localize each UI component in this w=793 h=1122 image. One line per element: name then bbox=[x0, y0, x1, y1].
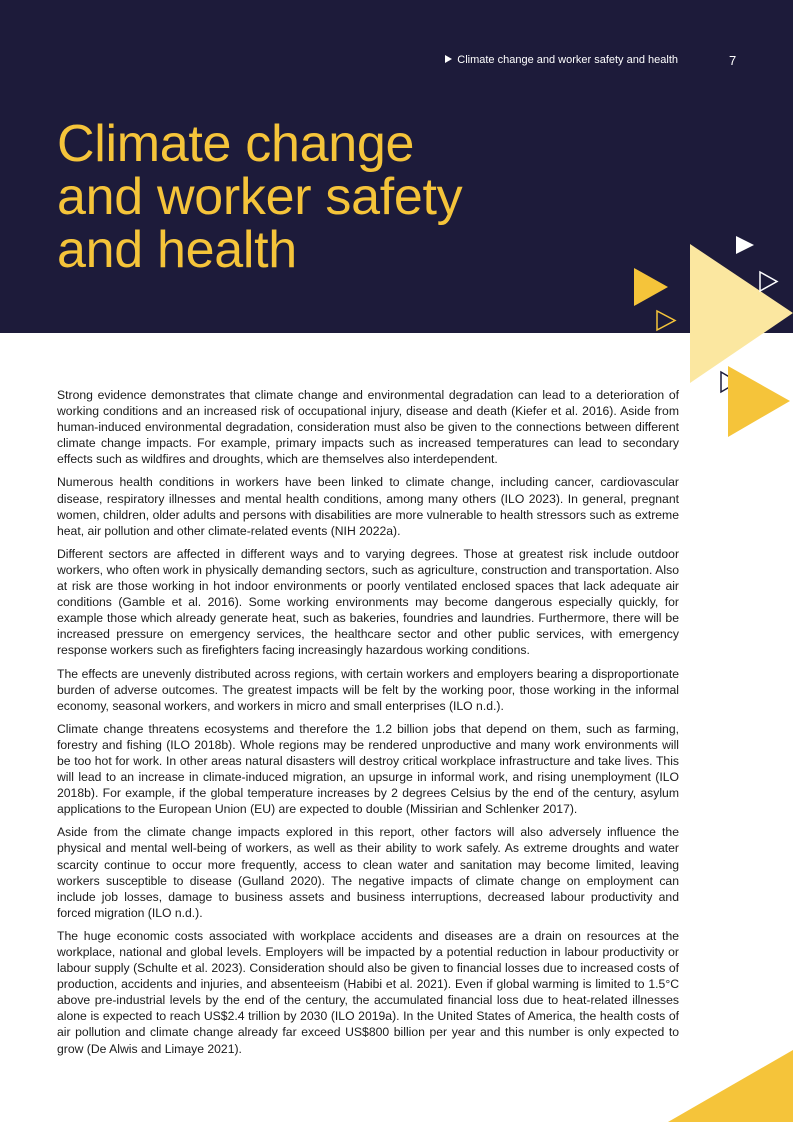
paragraph: The effects are unevenly distributed across regions, with certain workers and employers bearing a disproportionate burden of adverse outcomes. The greatest impacts will be felt by the working poor, those working in the informal economy, seasonal workers, and workers in micro and small enterprises (ILO n.d.). bbox=[57, 666, 679, 713]
body-text bbox=[57, 387, 679, 1064]
corner-triangle-icon bbox=[668, 1050, 793, 1122]
play-arrow-icon bbox=[445, 55, 452, 63]
paragraph: Climate change threatens ecosystems and therefore the 1.2 billion jobs that depend on them, such as farming, forestry and fishing (ILO 2018b). Whole regions may be rendered unproductive and many work environments will be too hot for work. In other areas natural disasters will destroy critical workplace infrastructure and take lives. This will lead to an increase in climate-induced migration, an upsurge in informal work, and rising unemployment (ILO 2018b). For example, if the global temperature increases by 2 degrees Celsius by the end of the century, asylum applications to the European Union (EU) are expected to double (Missirian and Schlenker 2017). bbox=[57, 721, 679, 817]
paragraph: Numerous health conditions in workers have been linked to climate change, including cancer, cardiovascular disease, respiratory illnesses and mental health conditions, among many others (ILO 2023). In general, pregnant women, children, older adults and persons with disabilities are more vulnerable to health stressors such as extreme heat, air pollution and other climate-related events (NIH 2022a). bbox=[57, 475, 679, 538]
running-head-label: Climate change and worker safety and health bbox=[457, 54, 678, 66]
outline-dark-triangle-icon bbox=[721, 372, 738, 392]
running-head bbox=[445, 54, 678, 66]
paragraph: Aside from the climate change impacts explored in this report, other factors will also adversely influence the physical and mental well-being of workers, as well as their ability to work safely. As extreme droughts and water scarcity continue to occur more frequently, access to clean water and sanitation may become limited, leaving workers susceptible to disease (Gulland 2020). The negative impacts of climate change on employment can include job losses, damage to business assets and business interruptions, decreased labour productivity and forced migration (ILO n.d.). bbox=[57, 825, 679, 920]
paragraph: The huge economic costs associated with workplace accidents and diseases are a drain on resources at the workplace, national and global levels. Employers will be impacted by a potential reduction in labour productivity or labour supply (Schulte et al. 2023). Consideration should also be given to financial losses due to increased costs of production, accidents and injuries, and absenteeism (Habibi et al. 2021). Even if global warming is limited to 1.5°C above pre-industrial levels by the end of the century, the accumulated financial loss due to heat-related illnesses alone is expected to reach US$2.4 trillion by 2030 (ILO 2019a). In the United States of America, the health costs of air pollution and climate change already far exceed US$800 billion per year and this number is only expected to grow (De Alwis and Limaye 2021). bbox=[57, 928, 679, 1056]
paragraph: Different sectors are affected in different ways and to varying degrees. Those at greatest risk include outdoor workers, who often work in physically demanding sectors, such as agriculture, construction and transportation. Also at risk are those working in hot indoor environments or poorly ventilated enclosed spaces that lack adequate air conditions (Gamble et al. 2016). Some working environments may become dangerous especially quickly, for example those which already generate heat, such as bakeries, foundries and laundries. Furthermore, there will be increased pressure on emergency services, the healthcare sector and other public services, with emergency response workers such as firefighters facing increasingly hazardous working conditions. bbox=[57, 546, 679, 658]
header-band bbox=[0, 0, 793, 333]
yellow-triangle-lower-icon bbox=[728, 366, 790, 437]
page-number: 7 bbox=[729, 53, 737, 68]
page-title: Climate change and worker safety and health bbox=[57, 115, 463, 279]
paragraph: Strong evidence demonstrates that climate change and environmental degradation can lead to a deterioration of working conditions and an increased risk of occupational injury, disease and death (Kiefer et al. 2016). Aside from human-induced environmental degradation, consideration must also be given to the connections between different climate change impacts. For example, primary impacts such as increased temperatures can lead to secondary effects such as wildfires and droughts, which are themselves also interdependent. bbox=[57, 388, 679, 467]
